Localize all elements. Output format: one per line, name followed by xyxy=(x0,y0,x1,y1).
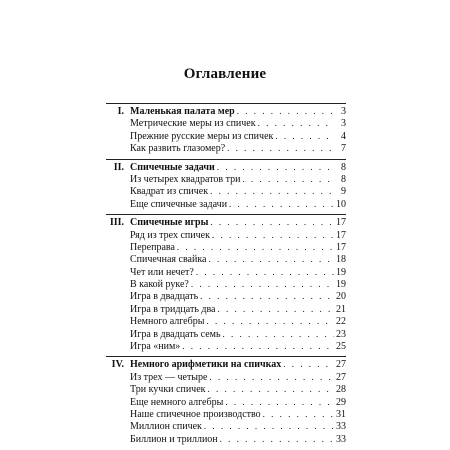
toc-item[interactable] xyxy=(106,229,346,241)
item-title: Миллион спичек xyxy=(130,421,202,433)
toc-item[interactable] xyxy=(106,303,346,315)
toc-item[interactable] xyxy=(106,130,346,142)
page-number: 25 xyxy=(336,341,346,353)
item-title: Игра в двадцать xyxy=(130,291,199,303)
toc-item[interactable] xyxy=(106,433,346,445)
item-title: Метрические меры из спичек xyxy=(130,118,256,130)
page-number: 33 xyxy=(336,433,346,445)
page-number: 4 xyxy=(341,130,346,142)
toc-item[interactable] xyxy=(106,290,346,302)
page-number: 21 xyxy=(336,303,346,315)
page-number: 8 xyxy=(341,161,346,173)
item-title: Квадрат из спичек xyxy=(130,186,209,198)
leader-dots xyxy=(200,290,334,302)
leader-dots xyxy=(191,278,334,290)
table-of-contents xyxy=(106,103,346,449)
leader-dots xyxy=(208,253,334,265)
toc-item[interactable] xyxy=(106,315,346,327)
leader-dots xyxy=(206,315,334,327)
toc-chapter-1[interactable] xyxy=(106,105,346,117)
page-number: 23 xyxy=(336,328,346,340)
leader-dots xyxy=(263,408,334,420)
page-number: 17 xyxy=(336,241,346,253)
chapter-numeral: III. xyxy=(109,217,124,229)
leader-dots xyxy=(210,216,334,228)
item-title: Наше спичечное производство xyxy=(130,408,261,420)
page-number: 18 xyxy=(336,254,346,266)
toc-item[interactable] xyxy=(106,328,346,340)
item-title: Как развить глазомер? xyxy=(130,143,226,155)
toc-item[interactable] xyxy=(106,408,346,420)
toc-item[interactable] xyxy=(106,371,346,383)
toc-chapter-4[interactable] xyxy=(106,358,346,370)
toc-section-2 xyxy=(106,159,346,211)
leader-dots xyxy=(229,198,334,210)
leader-dots xyxy=(227,142,334,154)
item-title: Из трех — четыре xyxy=(130,371,208,383)
leader-dots xyxy=(209,371,334,383)
item-title: Три кучки спичек xyxy=(130,384,206,396)
leader-dots xyxy=(283,358,334,370)
item-title: Еще немного алгебры xyxy=(130,396,224,408)
item-title: Из четырех квадратов три xyxy=(130,173,241,185)
page-number: 19 xyxy=(336,279,346,291)
toc-item[interactable] xyxy=(106,117,346,129)
leader-dots xyxy=(237,105,334,117)
page-number: 8 xyxy=(341,173,346,185)
leader-dots xyxy=(204,420,334,432)
item-title: Прежние русские меры из спичек xyxy=(130,130,274,142)
item-title: Игра в тридцать два xyxy=(130,303,216,315)
leader-dots xyxy=(258,117,334,129)
item-title: Переправа xyxy=(130,241,175,253)
toc-section-4 xyxy=(106,356,346,445)
page-number: 20 xyxy=(336,291,346,303)
leader-dots xyxy=(218,303,335,315)
toc-item[interactable] xyxy=(106,253,346,265)
toc-item[interactable] xyxy=(106,173,346,185)
toc-item[interactable] xyxy=(106,420,346,432)
chapter-title: Маленькая палата мер xyxy=(130,106,235,117)
page-number: 3 xyxy=(341,106,346,117)
leader-dots xyxy=(223,328,334,340)
toc-section-1 xyxy=(106,103,346,155)
leader-dots xyxy=(177,241,334,253)
leader-dots xyxy=(196,266,334,278)
toc-item[interactable] xyxy=(106,198,346,210)
leader-dots xyxy=(182,340,334,352)
page-number: 31 xyxy=(336,408,346,420)
chapter-title: Немного арифметики на спичках xyxy=(130,359,282,371)
leader-dots xyxy=(275,130,334,142)
page-number: 9 xyxy=(341,186,346,198)
chapter-title: Спичечные задачи xyxy=(130,161,215,173)
toc-item[interactable] xyxy=(106,278,346,290)
page-number: 7 xyxy=(341,143,346,155)
item-title: Игра «ним» xyxy=(130,341,181,353)
toc-item[interactable] xyxy=(106,142,346,154)
item-title: Спичечная свайка xyxy=(130,254,207,266)
leader-dots xyxy=(208,383,334,395)
page-number: 27 xyxy=(336,371,346,383)
item-title: Еще спичечные задачи xyxy=(130,198,228,210)
page-number: 33 xyxy=(336,421,346,433)
leader-dots xyxy=(217,161,334,173)
leader-dots xyxy=(243,173,335,185)
toc-item[interactable] xyxy=(106,185,346,197)
item-title: Игра в двадцать семь xyxy=(130,328,221,340)
page-number: 17 xyxy=(336,229,346,241)
toc-item[interactable] xyxy=(106,266,346,278)
page-number: 28 xyxy=(336,384,346,396)
chapter-numeral: I. xyxy=(117,106,124,117)
page-number: 29 xyxy=(336,396,346,408)
item-title: Немного алгебры xyxy=(130,316,205,328)
leader-dots xyxy=(220,433,334,445)
item-title: Ряд из трех спичек xyxy=(130,229,210,241)
toc-section-3 xyxy=(106,214,346,352)
leader-dots xyxy=(225,396,334,408)
toc-title: Оглавление xyxy=(183,66,267,82)
leader-dots xyxy=(210,185,334,197)
page-number: 17 xyxy=(336,217,346,229)
toc-item[interactable] xyxy=(106,383,346,395)
item-title: Чет или нечет? xyxy=(130,266,194,278)
chapter-title: Спичечные игры xyxy=(130,217,209,229)
item-title: Биллион и триллион xyxy=(130,433,218,445)
chapter-numeral: II. xyxy=(113,161,124,173)
toc-chapter-3[interactable] xyxy=(106,216,346,228)
page-number: 19 xyxy=(336,266,346,278)
item-title: В какой руке? xyxy=(130,279,189,291)
page-number: 27 xyxy=(336,359,346,371)
toc-item[interactable] xyxy=(106,340,346,352)
page-number: 22 xyxy=(336,316,346,328)
leader-dots xyxy=(212,229,334,241)
toc-chapter-2[interactable] xyxy=(106,161,346,173)
toc-item[interactable] xyxy=(106,396,346,408)
chapter-numeral: IV. xyxy=(111,359,124,371)
page-number: 10 xyxy=(336,198,346,210)
page-number: 3 xyxy=(341,118,346,130)
toc-item[interactable] xyxy=(106,241,346,253)
